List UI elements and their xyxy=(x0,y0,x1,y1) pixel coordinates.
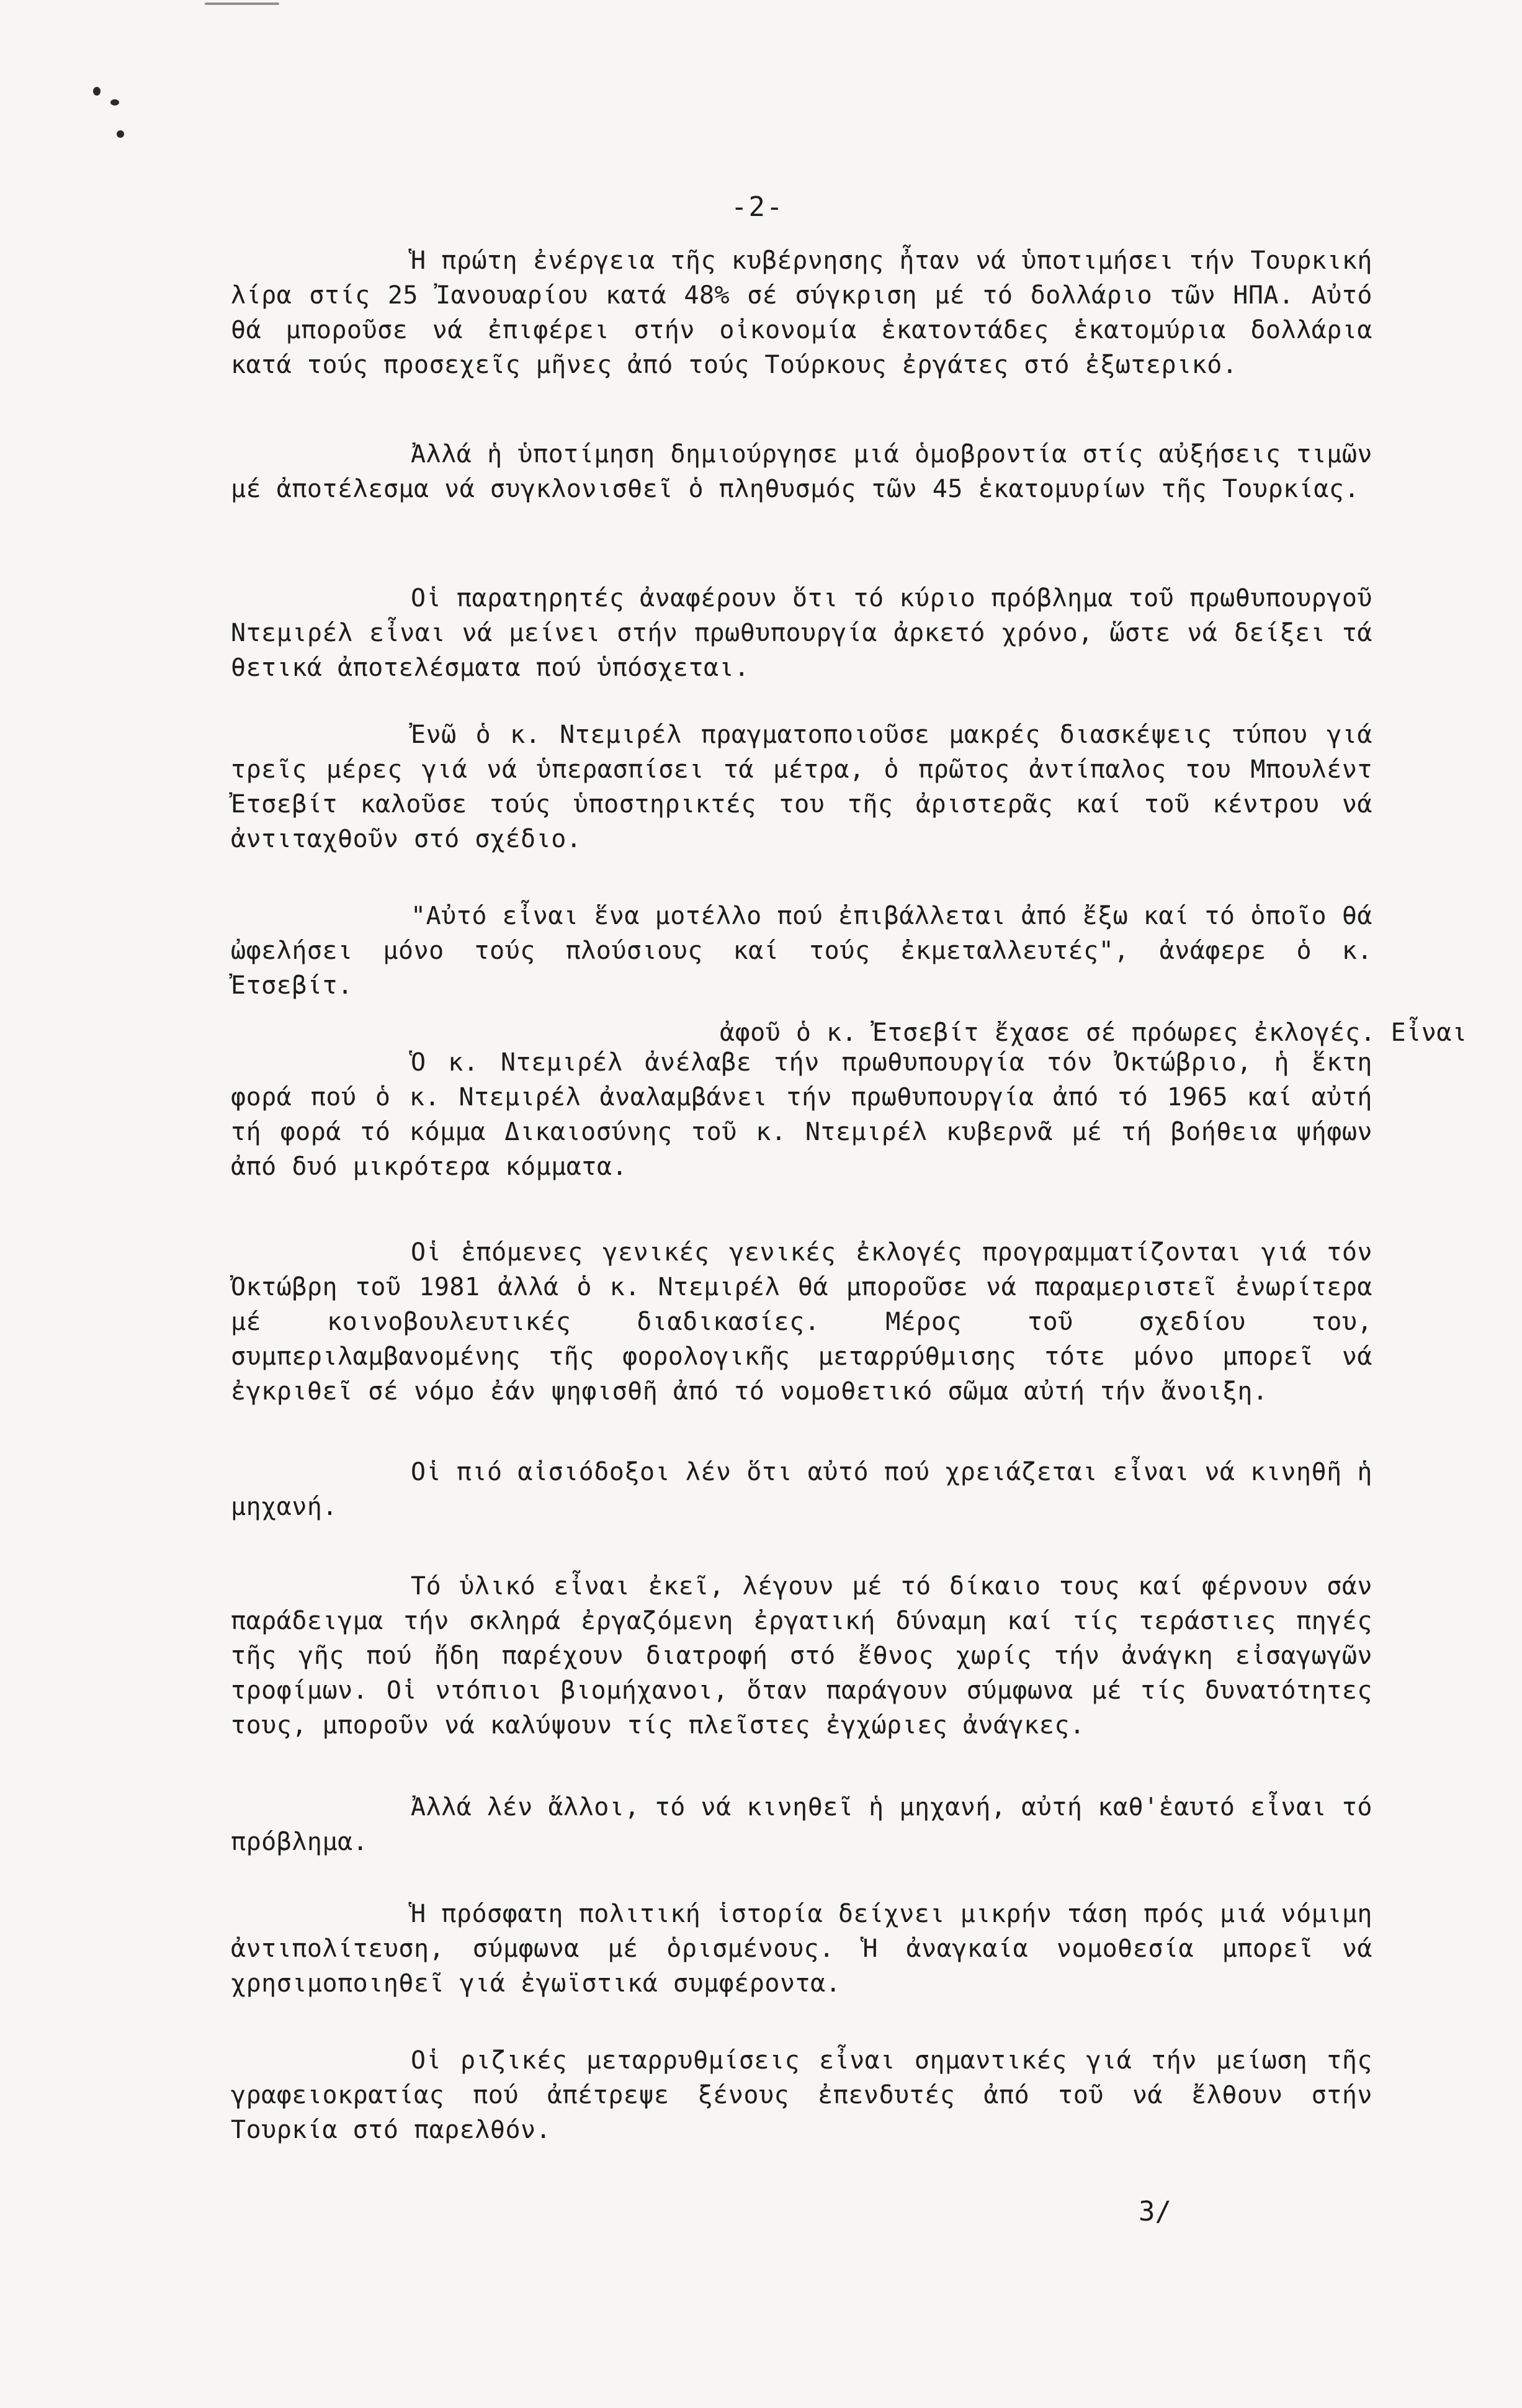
page-number: -2- xyxy=(731,191,784,223)
paragraph-demirel-premiership: Ὁ κ. Ντεμιρέλ ἀνέλαβε τήν πρωθυπουργία τόν Ὀκτώβριο, ἡ ἕκτη φορά πού ὁ κ. Ντεμιρέλ ἀναλαμβάνει τήν πρωθυπουργία ἀπό τό 1965 καί αὐτή τή φορά τό κόμμα Δικαιοσύνης τοῦ κ. Ντεμιρέλ κυβερνᾶ μέ τή βοήθεια ψήφων ἀπό δυό μικρότερα κόμματα. xyxy=(231,1048,1372,1181)
continuation-marker: 3/ xyxy=(1139,2196,1171,2227)
paragraph-resources: Τό ὑλικό εἶναι ἐκεῖ, λέγουν μέ τό δίκαιο τους καί φέρνουν σάν παράδειγμα τήν σκληρά ἐργαζόμενη ἐργατική δύναμη καί τίς τεράστιες πηγές τῆς γῆς πού ἤδη παρέχουν διατροφή στό ἔθνος χωρίς τήν ἀνάγκη εἰσαγωγῶν τροφίμων. Οἱ ντόπιοι βιομήχανοι, ὅταν παράγουν σύμφωνα μέ τίς δυνατότητες τους, μποροῦν νά καλύψουν τίς πλεῖστες ἐγχώριες ἀνάγκες. xyxy=(231,1572,1372,1740)
paragraph-others-say: Ἀλλά λέν ἄλλοι, τό νά κινηθεῖ ἡ μηχανή, αὐτή καθ'ἑαυτό εἶναι τό πρόβλημα. xyxy=(231,1793,1372,1856)
handwritten-insertion: ἀφοῦ ὁ κ. Ἐτσεβίτ ἔχασε σέ πρόωρες ἐκλογές. Εἶναι xyxy=(720,1018,1467,1047)
scan-speck xyxy=(110,99,119,106)
paragraph-devaluation: Ἡ πρώτη ἐνέργεια τῆς κυβέρνησης ἦταν νά ὑποτιμήσει τήν Τουρκική λίρα στίς 25 Ἰανουαρίου κατά 48% σέ σύγκριση μέ τό δολλάριο τῶν ΗΠΑ. Αὐτό θά μποροῦσε νά ἐπιφέρει στήν οἰκονομία ἑκατοντάδες ἑκατομύρια δολλάρια κατά τούς προσεχεῖς μῆνες ἀπό τούς Τούρκους ἐργάτες στό ἐξωτερικό. xyxy=(231,246,1372,379)
paragraph-price-increases: Ἀλλά ἡ ὑποτίμηση δημιούργησε μιά ὁμοβροντία στίς αὐξήσεις τιμῶν μέ ἀποτέλεσμα νά συγκλονισθεῖ ὁ πληθυσμός τῶν 45 ἑκατομυρίων τῆς Τουρκίας. xyxy=(231,440,1372,503)
paragraph-next-elections: Οἱ ἑπόμενες γενικές γενικές ἐκλογές προγραμματίζονται γιά τόν Ὀκτώβρη τοῦ 1981 ἀλλά ὁ κ. Ντεμιρέλ θά μποροῦσε νά παραμεριστεῖ ἐνωρίτερα μέ κοινοβουλευτικές διαδικασίες. Μέρος τοῦ σχεδίου του, συμπεριλαμβανομένης τῆς φορολογικῆς μεταρρύθμισης τότε μόνο μπορεῖ νά ἐγκριθεῖ σέ νόμο ἐάν ψηφισθῆ ἀπό τό νομοθετικό σῶμα αὐτή τήν ἄνοιξη. xyxy=(231,1238,1372,1406)
paragraph-optimists: Οἱ πιό αἰσιόδοξοι λέν ὅτι αὐτό πού χρειάζεται εἶναι νά κινηθῆ ἡ μηχανή. xyxy=(231,1458,1372,1521)
paragraph-reforms: Οἱ ριζικές μεταρρυθμίσεις εἶναι σημαντικές γιά τήν μείωση τῆς γραφειοκρατίας πού ἀπέτρεψε ξένους ἐπενδυτές ἀπό τοῦ νά ἔλθουν στήν Τουρκία στό παρελθόν. xyxy=(231,2046,1372,2144)
paragraph-political-history: Ἡ πρόσφατη πολιτική ἱστορία δείχνει μικρήν τάση πρός μιά νόμιμη ἀντιπολίτευση, σύμφωνα μέ ὁρισμένους. Ἡ ἀναγκαία νομοθεσία μπορεῖ νά χρησιμοποιηθεῖ γιά ἐγωϊστικά συμφέροντα. xyxy=(231,1900,1372,1998)
paragraph-observers: Οἱ παρατηρητές ἀναφέρουν ὅτι τό κύριο πρόβλημα τοῦ πρωθυπουργοῦ Ντεμιρέλ εἶναι νά μείνει στήν πρωθυπουργία ἀρκετό χρόνο, ὥστε νά δείξει τά θετικά ἀποτελέσματα πού ὑπόσχεται. xyxy=(231,584,1372,682)
scan-speck xyxy=(93,87,101,96)
scan-speck xyxy=(117,130,124,138)
paragraph-press-conferences: Ἐνῶ ὁ κ. Ντεμιρέλ πραγματοποιοῦσε μακρές διασκέψεις τύπου γιά τρεῖς μέρες γιά νά ὑπερασπίσει τά μέτρα, ὁ πρῶτος ἀντίπαλος του Μπουλέντ Ἐτσεβίτ καλοῦσε τούς ὑποστηρικτές του τῆς ἀριστερᾶς καί τοῦ κέντρου νά ἀντιταχθοῦν στό σχέδιο. xyxy=(231,721,1372,853)
scan-speck xyxy=(205,2,279,5)
paragraph-ecevit-quote: "Αὐτό εἶναι ἕνα μοτέλλο πού ἐπιβάλλεται ἀπό ἔξω καί τό ὁποῖο θά ὠφελήσει μόνο τούς πλούσιους καί τούς ἐκμεταλλευτές", ἀνάφερε ὁ κ. Ἐτσεβίτ. xyxy=(231,902,1372,1000)
